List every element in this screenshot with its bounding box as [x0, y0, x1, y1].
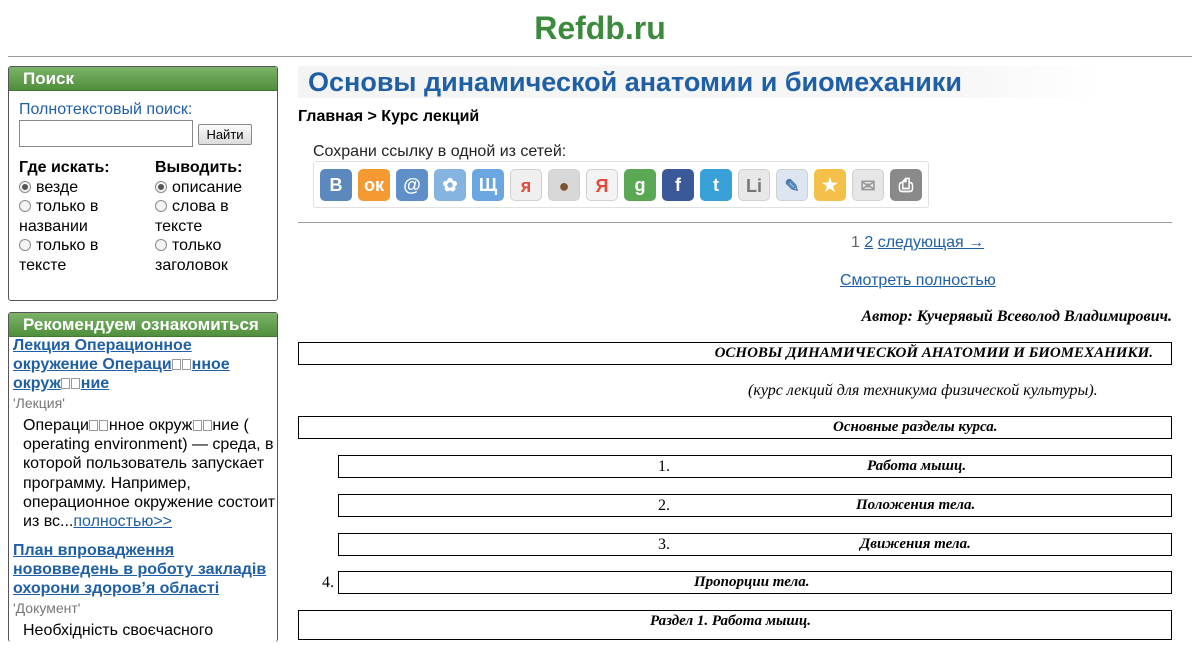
radio-icon[interactable]	[155, 239, 167, 251]
recommend-item-link[interactable]: Лекция Операционное окружение Операци нное окруж ние	[13, 337, 230, 392]
section-number: 2.	[658, 497, 670, 514]
section-box	[338, 533, 1172, 556]
fulltext-search-label: Полнотекстовый поиск:	[19, 101, 193, 118]
facebook-icon[interactable]: f	[662, 169, 694, 201]
recommend-item-link[interactable]: План впровадження нововведень в роботу закладів охорони здоров’я області	[13, 542, 267, 598]
yandex-bookmarks-icon[interactable]: Я	[586, 169, 618, 201]
yaru-icon[interactable]: я	[510, 169, 542, 201]
section-box	[338, 494, 1172, 517]
site-logo[interactable]: Refdb.ru	[534, 10, 666, 46]
output-options	[155, 158, 275, 275]
next-page-link[interactable]: следующая →	[877, 234, 985, 251]
section1-heading: Раздел 1. Работа мышц.	[650, 613, 811, 629]
list-item	[13, 541, 275, 640]
view-all-link[interactable]: Смотреть полностью	[840, 272, 996, 289]
liveinternet-icon[interactable]: Щ	[472, 169, 504, 201]
sections-heading-box	[298, 416, 1172, 439]
output-option-heading[interactable]: только заголовок	[155, 237, 228, 274]
doc-subtitle: (курс лекций для техникума физической культуры).	[748, 382, 1098, 399]
recommend-panel	[8, 312, 278, 642]
section-label: Положения тела.	[856, 497, 976, 513]
where-option-everywhere[interactable]: везде	[19, 178, 139, 198]
header-divider	[8, 56, 1192, 57]
email-icon[interactable]: ✉	[852, 169, 884, 201]
section-number: 4.	[322, 574, 334, 591]
section-number: 1.	[658, 458, 670, 475]
list-item	[13, 336, 275, 531]
google-bookmarks-icon[interactable]: g	[624, 169, 656, 201]
page-2-link[interactable]: 2	[864, 234, 874, 251]
print-icon[interactable]: ⎙	[890, 169, 922, 201]
radio-icon[interactable]	[19, 200, 31, 212]
sections-heading: Основные разделы курса.	[833, 419, 998, 435]
bobrdobr-icon[interactable]: ●	[548, 169, 580, 201]
section-box	[338, 455, 1172, 478]
where-title: Где искать:	[19, 159, 110, 176]
search-input[interactable]	[19, 120, 193, 147]
livejournal-icon[interactable]: ✎	[776, 169, 808, 201]
vk-icon[interactable]: B	[320, 169, 352, 201]
author-line: Автор: Кучерявый Всеволод Владимирович.	[861, 308, 1172, 325]
section-number: 3.	[658, 536, 670, 553]
doc-title-box	[298, 342, 1172, 365]
radio-checked-icon[interactable]	[19, 181, 31, 193]
search-panel	[8, 66, 278, 301]
search-panel-heading: Поиск	[9, 67, 277, 91]
read-more-link[interactable]: полностью>>	[73, 513, 173, 531]
page-title: Основы динамической анатомии и биомеханики	[298, 66, 1104, 98]
where-options	[19, 158, 139, 275]
radio-icon[interactable]	[155, 200, 167, 212]
recommend-list	[13, 336, 275, 650]
section-label: Движения тела.	[860, 536, 971, 552]
radio-icon[interactable]	[19, 239, 31, 251]
site-header	[0, 0, 1200, 57]
recommend-item-type: 'Документ'	[13, 600, 81, 617]
share-label: Сохрани ссылку в одной из сетей:	[313, 143, 567, 160]
content-divider	[298, 222, 1172, 223]
recommend-item-excerpt: Необхідність своєчасного	[23, 622, 214, 640]
recommend-panel-heading: Рекомендуем ознакомиться	[9, 313, 277, 337]
twitter-icon[interactable]: t	[700, 169, 732, 201]
odnoklassniki-icon[interactable]: ок	[358, 169, 390, 201]
breadcrumb[interactable]: Главная > Курс лекций	[298, 108, 480, 125]
mailru-icon[interactable]: @	[396, 169, 428, 201]
recommend-item-type: 'Лекция'	[13, 395, 65, 411]
radio-checked-icon[interactable]	[155, 181, 167, 193]
output-title: Выводить:	[155, 159, 243, 176]
page-current: 1	[851, 234, 860, 251]
moimir-icon[interactable]: ✿	[434, 169, 466, 201]
favorites-icon[interactable]: ★	[814, 169, 846, 201]
output-option-words[interactable]: слова в тексте	[155, 198, 229, 235]
doc-title: ОСНОВЫ ДИНАМИЧЕСКОЙ АНАТОМИИ И БИОМЕХАНИКИ.	[714, 345, 1153, 361]
section-box	[338, 571, 1172, 594]
where-option-text[interactable]: только в тексте	[19, 237, 99, 274]
search-button[interactable]: Найти	[198, 124, 252, 145]
output-option-description[interactable]: описание	[155, 178, 275, 198]
linkedin-icon[interactable]: Li	[738, 169, 770, 201]
share-toolbar	[313, 161, 929, 208]
section-label: Работа мышц.	[867, 458, 967, 474]
recommend-item-excerpt: Операци нное окруж ние ( operating environment) — среда, в которой пользователь запускает программу. Например, операционное окружение состоит из вс...полностью>>	[23, 417, 276, 531]
where-option-title[interactable]: только в названии	[19, 198, 99, 235]
section1-heading-box	[298, 610, 1172, 640]
section-label: Пропорции тела.	[694, 574, 810, 590]
pagination	[851, 234, 984, 252]
